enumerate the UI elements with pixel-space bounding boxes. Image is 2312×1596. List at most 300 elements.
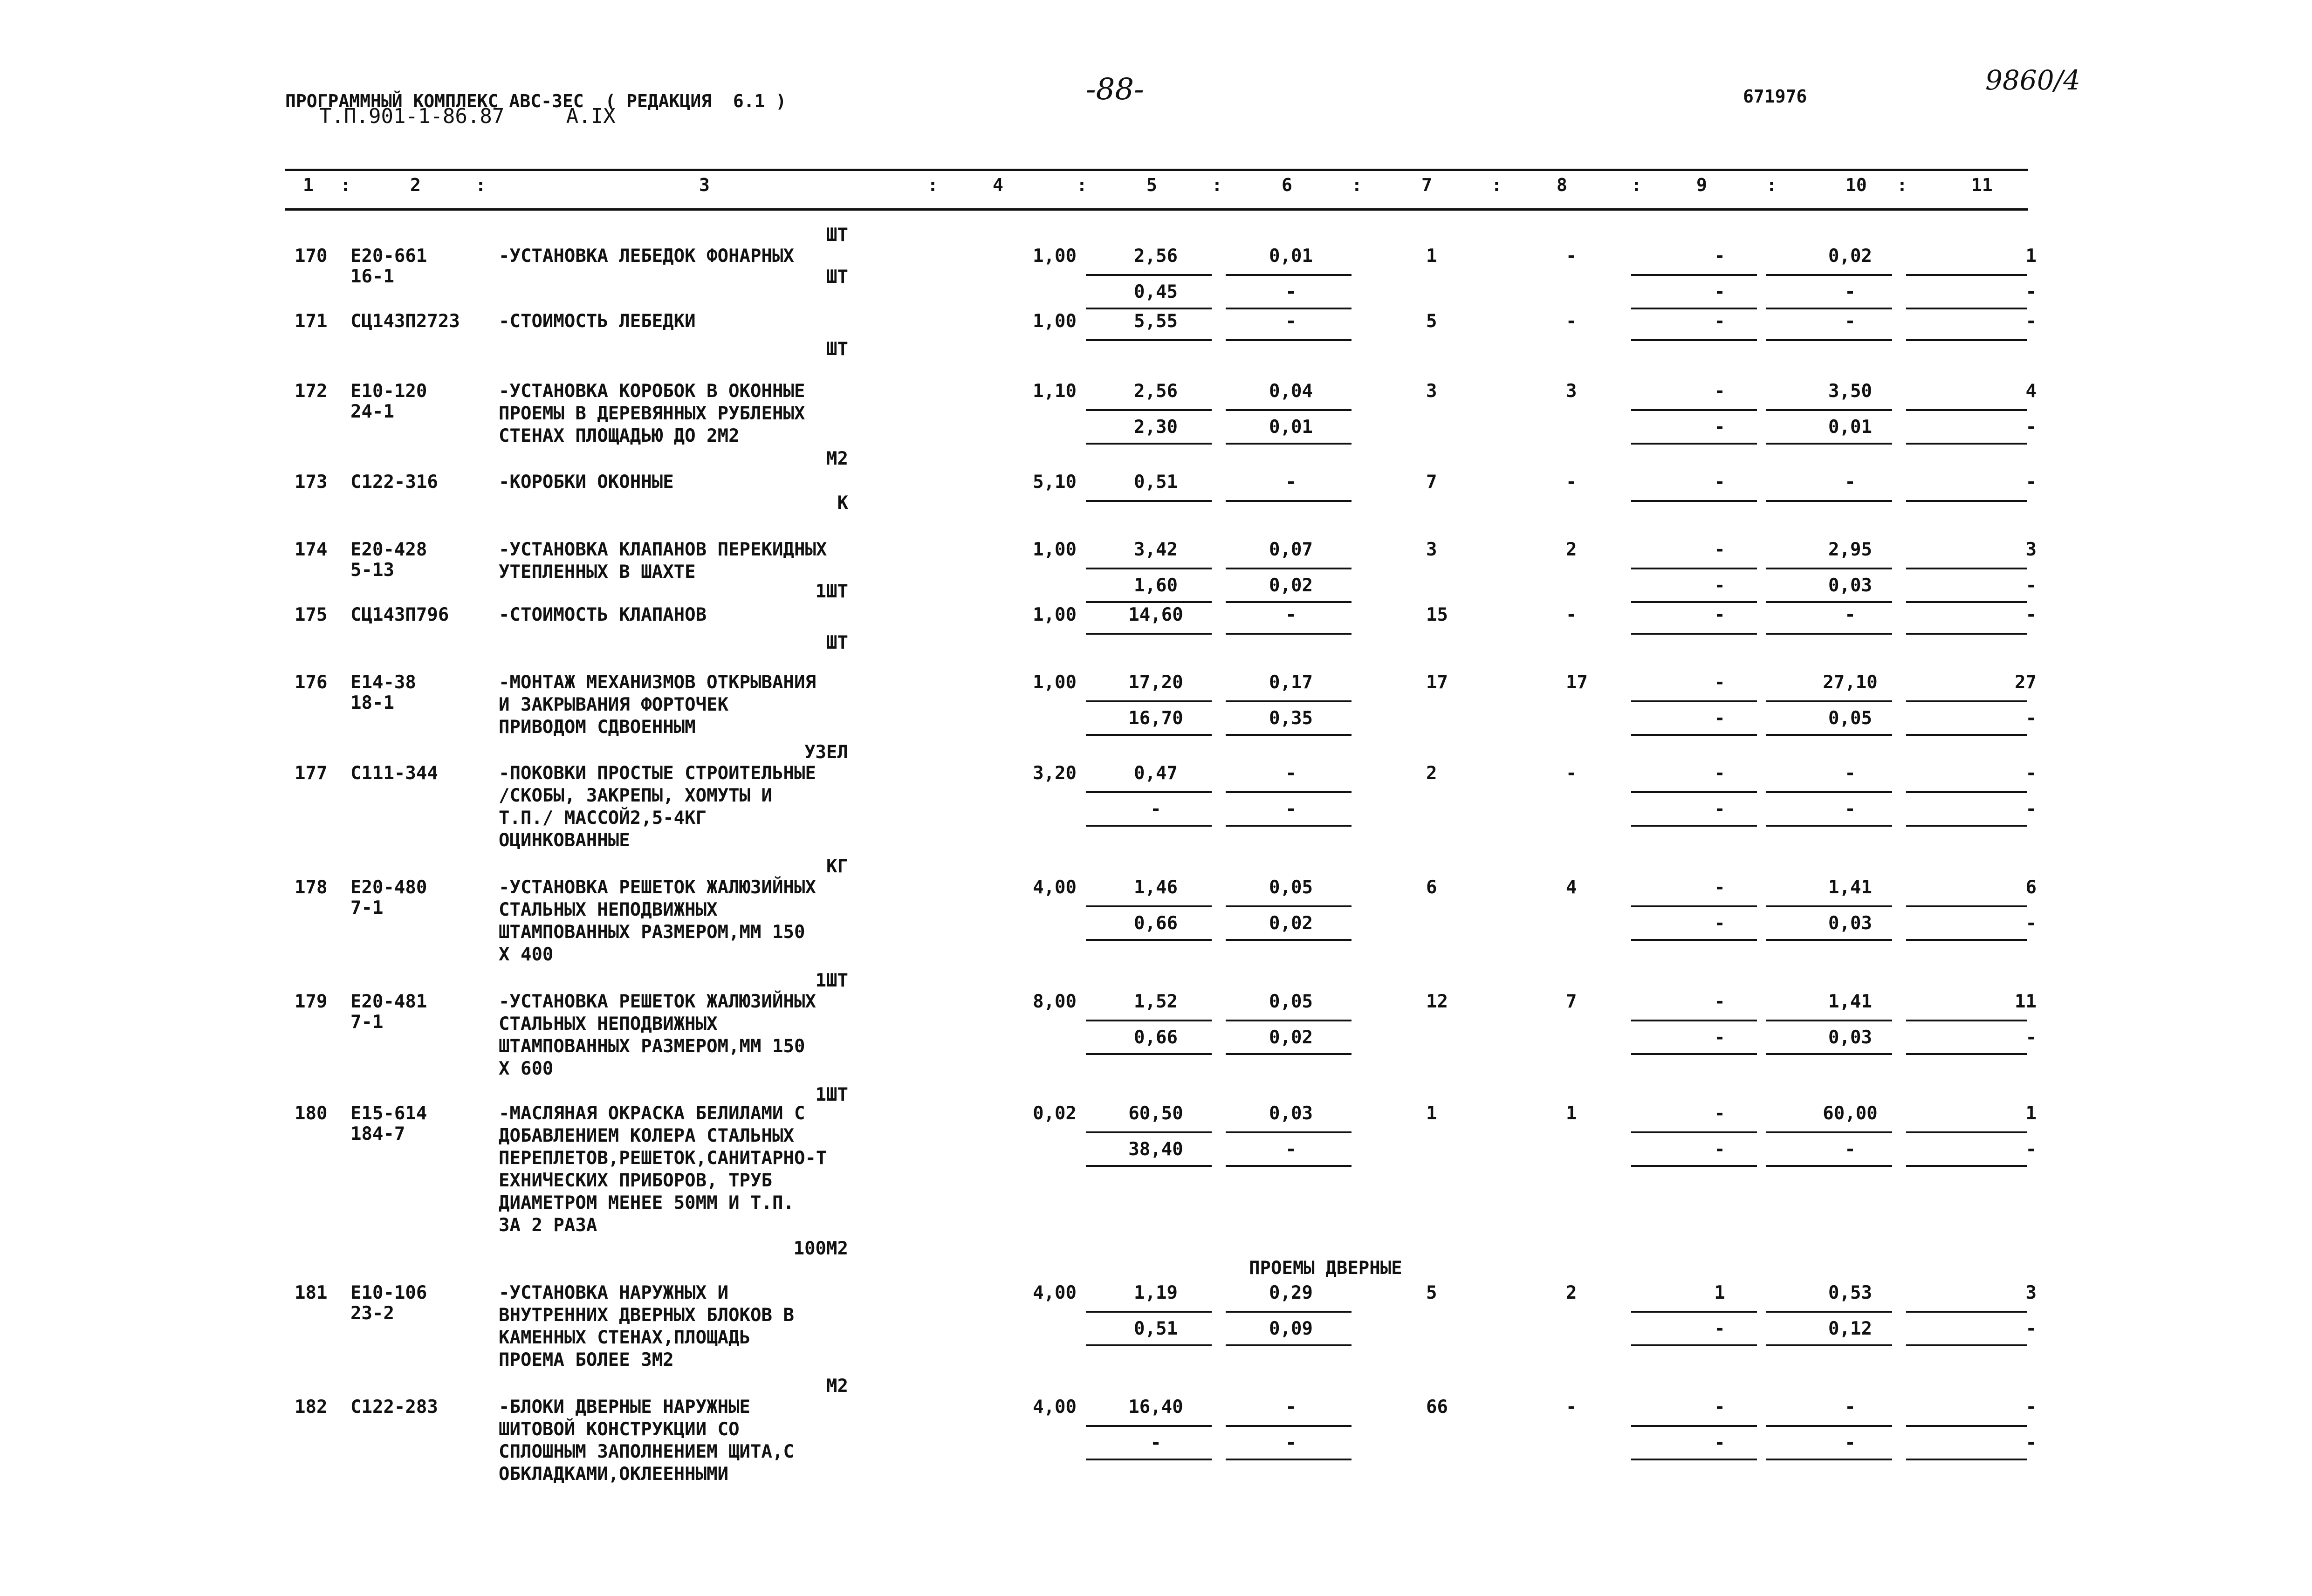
rate-code-sub: 24-1: [350, 401, 394, 422]
col7-value: 1: [1426, 1103, 1437, 1124]
cell-rule: [1906, 791, 2027, 793]
cell-rule: [1631, 274, 1757, 276]
col9-sub-value: -: [1714, 1432, 1725, 1453]
header-top-rule: [285, 169, 2028, 171]
unit-of-measure: ШТ: [826, 225, 848, 246]
cell-rule: [1086, 1311, 1212, 1313]
cell-rule: [1766, 443, 1892, 445]
col8-value: 4: [1566, 877, 1577, 898]
work-description-line: /СКОБЫ, ЗАКРЕПЫ, ХОМУТЫ И: [499, 785, 772, 806]
work-description-line: ЗА 2 РАЗА: [499, 1215, 597, 1236]
cell-rule: [1631, 1311, 1757, 1313]
col9-value: -: [1714, 381, 1725, 402]
col5-sub-value: 0,66: [1134, 1027, 1178, 1048]
row-number: 176: [295, 672, 328, 693]
cell-rule: [1906, 443, 2027, 445]
unit-of-measure: 100М2: [793, 1238, 848, 1259]
cell-rule: [1766, 601, 1892, 603]
column-separator: :: [1631, 175, 1642, 195]
col6-value: -: [1285, 311, 1297, 332]
rate-code-sub: 16-1: [350, 266, 394, 287]
col5-value: 5,55: [1134, 311, 1178, 332]
cell-rule: [1226, 633, 1352, 635]
col10-value: 0,02: [1828, 246, 1872, 267]
work-description-line: ШТАМПОВАННЫХ РАЗМЕРОМ,ММ 150: [499, 1036, 805, 1057]
cell-rule: [1631, 905, 1757, 907]
column-separator: :: [1212, 175, 1222, 195]
document-code: 671976: [1743, 86, 1807, 107]
col5-sub-value: 2,30: [1134, 417, 1178, 438]
cell-rule: [1226, 905, 1352, 907]
col5-value: 16,40: [1128, 1397, 1183, 1418]
unit-of-measure: М2: [826, 448, 848, 469]
cell-rule: [1766, 1165, 1892, 1167]
col10-sub-value: -: [1845, 1139, 1856, 1160]
col10-sub-value: 0,03: [1828, 913, 1872, 934]
col9-sub-value: -: [1714, 799, 1725, 820]
col9-value: -: [1714, 246, 1725, 267]
col6-sub-value: 0,02: [1269, 575, 1313, 596]
col6-value: -: [1285, 472, 1297, 493]
quantity: 4,00: [1033, 1282, 1077, 1303]
cell-rule: [1631, 939, 1757, 941]
col6-value: 0,05: [1269, 877, 1313, 898]
col10-value: 0,53: [1828, 1282, 1872, 1303]
program-header: ПРОГРАММНЫЙ КОМПЛЕКС АВС-ЗЕС ( РЕДАКЦИЯ 6.1 ): [285, 91, 787, 111]
col10-value: 2,95: [1828, 539, 1872, 560]
col6-sub-value: 0,01: [1269, 417, 1313, 438]
col5-sub-value: 1,60: [1134, 575, 1178, 596]
cell-rule: [1631, 791, 1757, 793]
cell-rule: [1766, 1131, 1892, 1133]
work-description-line: СПЛОШНЫМ ЗАПОЛНЕНИЕМ ЩИТА,С: [499, 1441, 794, 1462]
col5-value: 3,42: [1134, 539, 1178, 560]
work-description-line: -БЛОКИ ДВЕРНЫЕ НАРУЖНЫЕ: [499, 1397, 751, 1418]
col5-value: 2,56: [1134, 246, 1178, 267]
col10-value: 27,10: [1823, 672, 1878, 693]
col11-value: -: [2025, 472, 2037, 493]
work-description-line: ПРОЕМЫ В ДЕРЕВЯННЫХ РУБЛЕНЫХ: [499, 403, 805, 424]
cell-rule: [1766, 700, 1892, 702]
cell-rule: [1766, 905, 1892, 907]
work-description-line: СТАЛЬНЫХ НЕПОДВИЖНЫХ: [499, 899, 718, 920]
row-number: 172: [295, 381, 328, 402]
cell-rule: [1631, 633, 1757, 635]
row-number: 173: [295, 472, 328, 493]
work-description-line: СТЕНАХ ПЛОЩАДЬЮ ДО 2М2: [499, 425, 740, 446]
rate-code: С122-283: [350, 1397, 438, 1418]
col6-value: 0,05: [1269, 991, 1313, 1012]
cell-rule: [1226, 1131, 1352, 1133]
col9-value: -: [1714, 1397, 1725, 1418]
column-number-6: 6: [1282, 175, 1292, 195]
col6-value: 0,07: [1269, 539, 1313, 560]
work-description-line: -СТОИМОСТЬ ЛЕБЕДКИ: [499, 311, 696, 332]
cell-rule: [1086, 568, 1212, 569]
row-number: 179: [295, 991, 328, 1012]
col10-sub-value: -: [1845, 1432, 1856, 1453]
handwritten-reference: 9860/4: [1985, 64, 2081, 96]
cell-rule: [1906, 409, 2027, 411]
cell-rule: [1906, 339, 2027, 341]
col5-value: 1,19: [1134, 1282, 1178, 1303]
cell-rule: [1906, 633, 2027, 635]
cell-rule: [1226, 1311, 1352, 1313]
rate-code: Е20-428: [350, 539, 427, 560]
col9-sub-value: -: [1714, 575, 1725, 596]
col5-value: 2,56: [1134, 381, 1178, 402]
col9-sub-value: -: [1714, 1027, 1725, 1048]
cell-rule: [1086, 633, 1212, 635]
col7-value: 6: [1426, 877, 1437, 898]
cell-rule: [1906, 700, 2027, 702]
quantity: 4,00: [1033, 877, 1077, 898]
col6-value: 0,01: [1269, 246, 1313, 267]
cell-rule: [1631, 500, 1757, 502]
unit-of-measure: УЗЕЛ: [804, 742, 848, 763]
quantity: 5,10: [1033, 472, 1077, 493]
cell-rule: [1086, 700, 1212, 702]
cell-rule: [1226, 308, 1352, 309]
col5-value: 0,51: [1134, 472, 1178, 493]
cell-rule: [1631, 568, 1757, 569]
rate-code: СЦ143П2723: [350, 311, 460, 332]
col10-sub-value: 0,03: [1828, 575, 1872, 596]
col11-value: 4: [2025, 381, 2037, 402]
work-description-line: -КОРОБКИ ОКОННЫЕ: [499, 472, 674, 493]
col10-value: 1,41: [1828, 991, 1872, 1012]
cell-rule: [1631, 1165, 1757, 1167]
work-description-line: -УСТАНОВКА РЕШЕТОК ЖАЛЮЗИЙНЫХ: [499, 991, 816, 1012]
col11-value: 11: [2015, 991, 2037, 1012]
cell-rule: [1766, 568, 1892, 569]
col5-value: 1,46: [1134, 877, 1178, 898]
row-number: 171: [295, 311, 328, 332]
cell-rule: [1086, 734, 1212, 736]
quantity: 1,00: [1033, 672, 1077, 693]
rate-code: С122-316: [350, 472, 438, 493]
work-description-line: ДИАМЕТРОМ МЕНЕЕ 50ММ И Т.П.: [499, 1192, 794, 1213]
col7-value: 15: [1426, 604, 1448, 625]
column-number-7: 7: [1421, 175, 1432, 195]
cell-rule: [1631, 443, 1757, 445]
cell-rule: [1631, 601, 1757, 603]
work-description-line: Х 600: [499, 1058, 554, 1079]
work-description-line: -МАСЛЯНАЯ ОКРАСКА БЕЛИЛАМИ С: [499, 1103, 805, 1124]
column-separator: :: [340, 175, 351, 195]
col11-sub-value: -: [2025, 575, 2037, 596]
col11-sub-value: -: [2025, 1139, 2037, 1160]
col9-value: -: [1714, 763, 1725, 784]
column-number-3: 3: [699, 175, 710, 195]
col5-value: 60,50: [1128, 1103, 1183, 1124]
col9-sub-value: -: [1714, 913, 1725, 934]
col10-sub-value: 0,01: [1828, 417, 1872, 438]
quantity: 3,20: [1033, 763, 1077, 784]
cell-rule: [1766, 1020, 1892, 1021]
quantity: 1,00: [1033, 311, 1077, 332]
work-description-line: ОЦИНКОВАННЫЕ: [499, 830, 630, 851]
col8-value: 1: [1566, 1103, 1577, 1124]
work-description-line: -УСТАНОВКА ЛЕБЕДОК ФОНАРНЫХ: [499, 246, 794, 267]
col9-value: -: [1714, 1103, 1725, 1124]
column-number-10: 10: [1845, 175, 1867, 195]
rate-code: Е20-480: [350, 877, 427, 898]
unit-of-measure: ШТ: [826, 267, 848, 288]
work-description-line: ОБКЛАДКАМИ,ОКЛЕЕННЫМИ: [499, 1464, 729, 1485]
row-number: 178: [295, 877, 328, 898]
cell-rule: [1086, 1344, 1212, 1346]
col6-sub-value: -: [1285, 1432, 1297, 1453]
cell-rule: [1906, 1131, 2027, 1133]
col11-value: -: [2025, 1397, 2037, 1418]
col6-value: 0,04: [1269, 381, 1313, 402]
col5-sub-value: 0,45: [1134, 281, 1178, 302]
quantity: 1,00: [1033, 604, 1077, 625]
column-separator: :: [1897, 175, 1907, 195]
col6-sub-value: -: [1285, 1139, 1297, 1160]
unit-of-measure: К: [837, 493, 848, 514]
row-number: 174: [295, 539, 328, 560]
col11-value: 6: [2025, 877, 2037, 898]
column-number-2: 2: [410, 175, 421, 195]
cell-rule: [1766, 1311, 1892, 1313]
rate-code-sub: 184-7: [350, 1123, 405, 1144]
cell-rule: [1906, 734, 2027, 736]
column-separator: :: [1491, 175, 1502, 195]
work-description-line: Т.П./ МАССОЙ2,5-4КГ: [499, 808, 707, 829]
col7-value: 3: [1426, 381, 1437, 402]
work-description-line: -СТОИМОСТЬ КЛАПАНОВ: [499, 604, 707, 625]
cell-rule: [1086, 1459, 1212, 1460]
cell-rule: [1226, 601, 1352, 603]
work-description-line: ШТАМПОВАННЫХ РАЗМЕРОМ,ММ 150: [499, 922, 805, 943]
work-description-line: -УСТАНОВКА РЕШЕТОК ЖАЛЮЗИЙНЫХ: [499, 877, 816, 898]
rate-code-sub: 23-2: [350, 1303, 394, 1324]
work-description-line: ДОБАВЛЕНИЕМ КОЛЕРА СТАЛЬНЫХ: [499, 1125, 794, 1146]
col7-value: 66: [1426, 1397, 1448, 1418]
cell-rule: [1906, 1459, 2027, 1460]
col8-value: -: [1566, 472, 1577, 493]
cell-rule: [1226, 274, 1352, 276]
rate-code-sub: 7-1: [350, 897, 384, 918]
col11-sub-value: -: [2025, 1432, 2037, 1453]
cell-rule: [1766, 339, 1892, 341]
cell-rule: [1226, 939, 1352, 941]
rate-code: С111-344: [350, 763, 438, 784]
cell-rule: [1906, 1344, 2027, 1346]
column-separator: :: [927, 175, 938, 195]
unit-of-measure: ШТ: [826, 632, 848, 653]
cell-rule: [1086, 1053, 1212, 1055]
work-description-line: ВНУТРЕННИХ ДВЕРНЫХ БЛОКОВ В: [499, 1305, 794, 1326]
col5-sub-value: 0,66: [1134, 913, 1178, 934]
work-description-line: И ЗАКРЫВАНИЯ ФОРТОЧЕК: [499, 694, 729, 715]
col11-sub-value: -: [2025, 1318, 2037, 1339]
work-description-line: -УСТАНОВКА КЛАПАНОВ ПЕРЕКИДНЫХ: [499, 539, 827, 560]
work-description-line: ПЕРЕПЛЕТОВ,РЕШЕТОК,САНИТАРНО-Т: [499, 1148, 827, 1169]
cell-rule: [1086, 1425, 1212, 1427]
col10-sub-value: 0,05: [1828, 708, 1872, 729]
col11-sub-value: -: [2025, 913, 2037, 934]
row-number: 170: [295, 246, 328, 267]
tp-designation: Т.П.901-1-86.87 А.IX: [319, 104, 616, 128]
cell-rule: [1906, 308, 2027, 309]
work-description-line: ШИТОВОЙ КОНСТРУКЦИИ СО: [499, 1419, 740, 1440]
col7-value: 5: [1426, 1282, 1437, 1303]
work-description-line: -УСТАНОВКА НАРУЖНЫХ И: [499, 1282, 729, 1303]
cell-rule: [1631, 1344, 1757, 1346]
work-description-line: -ПОКОВКИ ПРОСТЫЕ СТРОИТЕЛЬНЫЕ: [499, 763, 816, 784]
row-number: 177: [295, 763, 328, 784]
col5-value: 17,20: [1128, 672, 1183, 693]
unit-of-measure: 1ШТ: [815, 1084, 848, 1105]
col9-sub-value: -: [1714, 417, 1725, 438]
col11-value: 1: [2025, 246, 2037, 267]
col11-value: -: [2025, 763, 2037, 784]
rate-code-sub: 18-1: [350, 692, 394, 713]
cell-rule: [1906, 1425, 2027, 1427]
cell-rule: [1766, 939, 1892, 941]
col8-value: 2: [1566, 1282, 1577, 1303]
col7-value: 1: [1426, 246, 1437, 267]
cell-rule: [1631, 1459, 1757, 1460]
col8-value: 3: [1566, 381, 1577, 402]
col11-value: 27: [2015, 672, 2037, 693]
cell-rule: [1906, 939, 2027, 941]
col10-value: 1,41: [1828, 877, 1872, 898]
col8-value: 17: [1566, 672, 1588, 693]
cell-rule: [1086, 409, 1212, 411]
col8-value: -: [1566, 763, 1577, 784]
cell-rule: [1226, 1053, 1352, 1055]
col7-value: 7: [1426, 472, 1437, 493]
cell-rule: [1906, 825, 2027, 827]
cell-rule: [1226, 825, 1352, 827]
col8-value: -: [1566, 311, 1577, 332]
col10-value: 3,50: [1828, 381, 1872, 402]
work-description-line: ПРОЕМА БОЛЕЕ 3М2: [499, 1349, 674, 1370]
unit-of-measure: М2: [826, 1376, 848, 1397]
col11-sub-value: -: [2025, 799, 2037, 820]
column-number-4: 4: [993, 175, 1003, 195]
cell-rule: [1086, 791, 1212, 793]
column-number-9: 9: [1696, 175, 1707, 195]
rate-code: Е15-614: [350, 1103, 427, 1124]
cell-rule: [1226, 568, 1352, 569]
cell-rule: [1086, 1020, 1212, 1021]
cell-rule: [1631, 1425, 1757, 1427]
col10-sub-value: 0,12: [1828, 1318, 1872, 1339]
cell-rule: [1906, 905, 2027, 907]
unit-of-measure: 1ШТ: [815, 970, 848, 991]
cell-rule: [1906, 601, 2027, 603]
col9-value: -: [1714, 472, 1725, 493]
col11-sub-value: -: [2025, 1027, 2037, 1048]
col5-value: 14,60: [1128, 604, 1183, 625]
column-number-5: 5: [1146, 175, 1157, 195]
section-title: ПРОЕМЫ ДВЕРНЫЕ: [1249, 1258, 1402, 1279]
cell-rule: [1226, 1020, 1352, 1021]
col5-sub-value: 0,51: [1134, 1318, 1178, 1339]
row-number: 182: [295, 1397, 328, 1418]
cell-rule: [1766, 734, 1892, 736]
rate-code-sub: 5-13: [350, 560, 394, 581]
cell-rule: [1631, 308, 1757, 309]
cell-rule: [1086, 500, 1212, 502]
rate-code-sub: 7-1: [350, 1012, 384, 1033]
cell-rule: [1631, 339, 1757, 341]
col10-value: -: [1845, 604, 1856, 625]
cell-rule: [1226, 1165, 1352, 1167]
col6-value: 0,17: [1269, 672, 1313, 693]
col9-sub-value: -: [1714, 1139, 1725, 1160]
quantity: 1,00: [1033, 539, 1077, 560]
cell-rule: [1766, 825, 1892, 827]
col9-value: -: [1714, 539, 1725, 560]
cell-rule: [1766, 1459, 1892, 1460]
cell-rule: [1086, 601, 1212, 603]
cell-rule: [1226, 500, 1352, 502]
quantity: 4,00: [1033, 1397, 1077, 1418]
cell-rule: [1631, 700, 1757, 702]
col6-sub-value: -: [1285, 799, 1297, 820]
cell-rule: [1631, 1053, 1757, 1055]
row-number: 175: [295, 604, 328, 625]
col8-value: -: [1566, 604, 1577, 625]
rate-code: СЦ143П796: [350, 604, 449, 625]
col5-value: 1,52: [1134, 991, 1178, 1012]
work-description-line: Х 400: [499, 944, 554, 965]
cell-rule: [1631, 1131, 1757, 1133]
cell-rule: [1086, 339, 1212, 341]
col10-value: -: [1845, 472, 1856, 493]
col6-sub-value: -: [1285, 281, 1297, 302]
cell-rule: [1226, 1344, 1352, 1346]
col11-value: 3: [2025, 539, 2037, 560]
col10-sub-value: -: [1845, 281, 1856, 302]
work-description-line: -МОНТАЖ МЕХАНИЗМОВ ОТКРЫВАНИЯ: [499, 672, 816, 693]
cell-rule: [1086, 1165, 1212, 1167]
quantity: 8,00: [1033, 991, 1077, 1012]
col5-sub-value: -: [1150, 1432, 1161, 1453]
col10-value: -: [1845, 763, 1856, 784]
col9-value: -: [1714, 604, 1725, 625]
cell-rule: [1631, 1020, 1757, 1021]
col8-value: -: [1566, 1397, 1577, 1418]
rate-code: Е10-106: [350, 1282, 427, 1303]
unit-of-measure: КГ: [826, 856, 848, 877]
col6-value: 0,29: [1269, 1282, 1313, 1303]
col9-value: -: [1714, 672, 1725, 693]
cell-rule: [1226, 1425, 1352, 1427]
column-separator: :: [1766, 175, 1777, 195]
col8-value: -: [1566, 246, 1577, 267]
cell-rule: [1631, 409, 1757, 411]
col11-value: -: [2025, 311, 2037, 332]
cell-rule: [1906, 274, 2027, 276]
col6-value: -: [1285, 1397, 1297, 1418]
cell-rule: [1906, 1311, 2027, 1313]
col6-sub-value: 0,02: [1269, 1027, 1313, 1048]
col9-sub-value: -: [1714, 281, 1725, 302]
cell-rule: [1766, 308, 1892, 309]
column-separator: :: [1352, 175, 1362, 195]
col11-sub-value: -: [2025, 708, 2037, 729]
cell-rule: [1766, 409, 1892, 411]
rate-code: Е20-661: [350, 246, 427, 267]
col10-value: -: [1845, 311, 1856, 332]
